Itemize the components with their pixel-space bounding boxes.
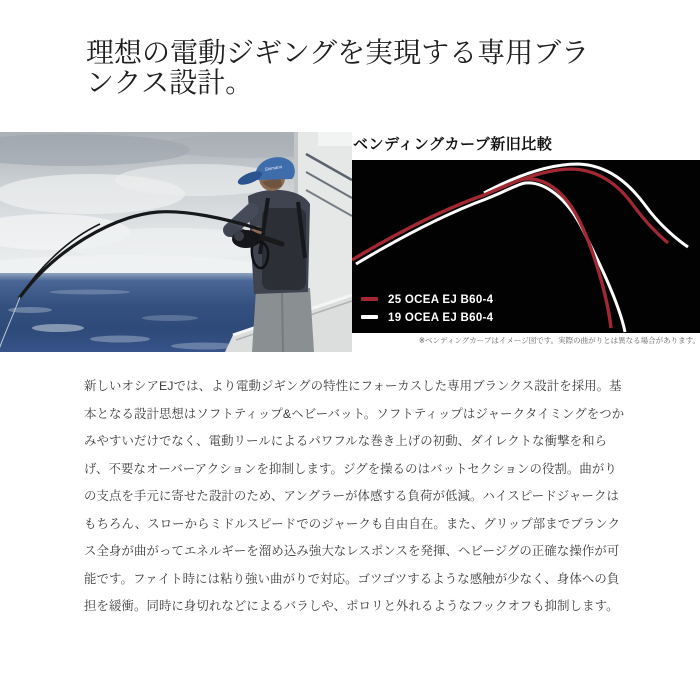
- legend-item-19-ocea-ej: [361, 308, 493, 326]
- legend-swatch-red: [361, 297, 378, 301]
- description-paragraph: 新しいオシアEJでは、より電動ジギングの特性にフォーカスした専用ブランクス設計を採用。基本となる設計思想はソフトティップ&ヘビーバット。ソフトティップはジャークタイミングをつかみやすいだけでなく、電動リールによるパワフルな巻き上げの初動、ダイレクトな衝撃を和らげ、不要なオーバーアクションを抑制します。ジグを操るのはバットセクションの役割。曲がりの支点を手元に寄せた設計のため、アングラーが体感する負荷が低減。ハイスピードジャークはもちろん、スローからミドルスピードでのジャークも自由自在。また、グリップ部までブランクス全身が曲がってエネルギーを溜め込み強大なレスポンスを発揮、ヘビージグの正確な操作が可能です。ファイト時には粘り強い曲がりで対応。ゴツゴツするような感触が少なく、身体への負担を緩衝。同時に身切れなどによるバラしや、ポロリと外れるようなフックオフも抑制します。: [84, 379, 625, 613]
- product-photo: [0, 132, 352, 352]
- legend: [361, 290, 493, 326]
- legend-item-25-ocea-ej: [361, 290, 493, 308]
- bending-curve-canvas: [352, 160, 700, 333]
- cap-logo-text: Shimano: [264, 163, 283, 172]
- legend-label: 25 OCEA EJ B60-4: [388, 293, 494, 306]
- figure-disclaimer: ※ベンディングカーブはイメージ図です。実際の曲がりとは異なる場合があります。: [418, 336, 700, 345]
- page-title: 理想の電動ジギングを実現する専用ブランクス設計。: [86, 37, 590, 99]
- figure-title: ベンディングカーブ新旧比較: [353, 136, 553, 153]
- legend-swatch-white: [361, 315, 378, 319]
- bending-curve-figure: [352, 132, 700, 346]
- legend-label: 19 OCEA EJ B60-4: [388, 311, 494, 324]
